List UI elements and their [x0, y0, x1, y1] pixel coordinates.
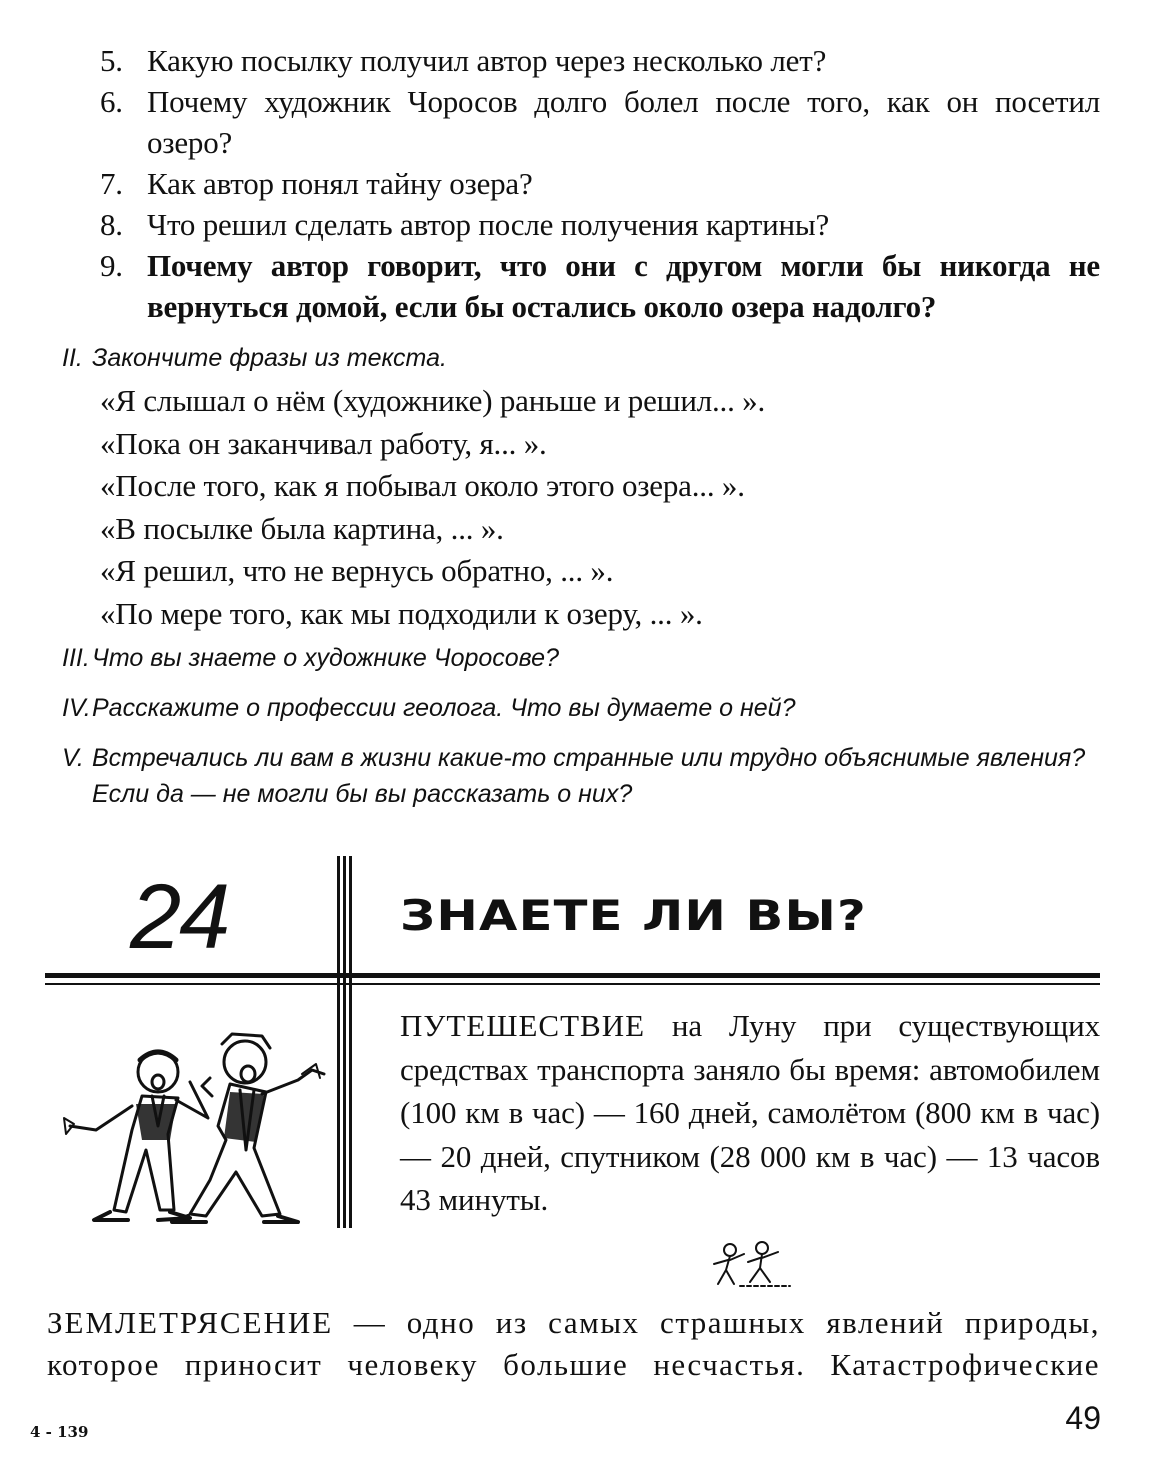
vertical-rule: [337, 856, 340, 1228]
vertical-rule: [349, 856, 352, 1228]
phrase-list: [100, 380, 1000, 635]
fact-moon-travel: [400, 1004, 1100, 1222]
small-figures-ornament: [700, 1236, 795, 1291]
question-number: 8.: [100, 207, 123, 242]
task-3: [62, 640, 1102, 676]
fact-earthquake: [47, 1302, 1100, 1386]
task-text: Встречались ли вам в жизни какие-то странные или трудно объяснимые явления? Если да — не могли бы вы рассказать о них?: [92, 744, 1086, 808]
phrase-item: «Я решил, что не вернусь обратно, ... ».: [100, 553, 614, 588]
task-roman-numeral: II.: [62, 344, 83, 372]
task-text: Расскажите о профессии геолога. Что вы думаете о ней?: [92, 694, 796, 722]
phrase-item: «Я слышал о нём (художнике) раньше и решил... ».: [100, 383, 766, 418]
fact-heading: ПУТЕШЕСТВИЕ: [400, 1008, 646, 1043]
question-text: Как автор понял тайну озера?: [147, 166, 533, 201]
question-list: [100, 40, 1100, 327]
task-4: [62, 690, 1102, 726]
task-roman-numeral: IV.: [62, 694, 91, 722]
phrase-item: «В посылке была картина, ... ».: [100, 510, 504, 546]
footer-code: 4 - 139: [30, 1423, 89, 1441]
question-number: 7.: [100, 166, 123, 201]
task-text: Закончите фразы из текста.: [92, 344, 447, 372]
question-number: 5.: [100, 43, 123, 78]
question-item: [100, 204, 1100, 245]
fact-heading: ЗЕМЛЕТРЯСЕНИЕ: [47, 1305, 334, 1340]
lesson-title: ЗНАЕТЕ ЛИ ВЫ?: [400, 891, 867, 940]
horizontal-rule: [45, 983, 1100, 985]
two-men-illustration: [40, 1030, 330, 1230]
task-text: Что вы знаете о художнике Чоросове?: [92, 644, 559, 672]
question-number: 6.: [100, 84, 123, 119]
vertical-rule: [343, 856, 346, 1228]
question-text: Что решил сделать автор после получения картины?: [147, 207, 830, 242]
page-number: 49: [1065, 1400, 1101, 1436]
question-text: Почему автор говорит, что они с другом могли бы никогда не вернуться домой, если бы остались около озера надолго?: [147, 248, 1100, 324]
task-roman-numeral: V.: [62, 744, 84, 772]
question-item: [100, 40, 1100, 81]
task-roman-numeral: III.: [62, 644, 90, 672]
question-item: [100, 163, 1100, 204]
horizontal-rule: [45, 973, 1100, 978]
question-item: [100, 245, 1100, 327]
phrase-item: «Пока он заканчивал работу, я... ».: [100, 425, 547, 461]
lesson-number: 24: [130, 866, 229, 968]
phrase-item: «По мере того, как мы подходили к озеру, ... ».: [100, 595, 703, 631]
fact-text: на Луну при существующих средствах транспорта заняло бы время: автомобилем (100 км в час) — 160 дней, самолётом (800 км в час) — 20 дней, спутником (28 000 км в час) — 13 часов 43 минуты.: [400, 1008, 1100, 1217]
task-2: [62, 340, 1102, 376]
question-number: 9.: [100, 248, 123, 283]
question-text: Почему художник Чоросов долго болел после того, как он посетил озеро?: [147, 84, 1100, 160]
question-text: Какую посылку получил автор через несколько лет?: [147, 43, 827, 78]
phrase-item: «После того, как я побывал около этого озера... ».: [100, 468, 745, 503]
question-item: [100, 81, 1100, 163]
task-5: [62, 740, 1102, 812]
fact-text: — одно из самых страшных явлений природы, которое приносит человеку большие несчастья. Катастрофические: [47, 1305, 1100, 1382]
